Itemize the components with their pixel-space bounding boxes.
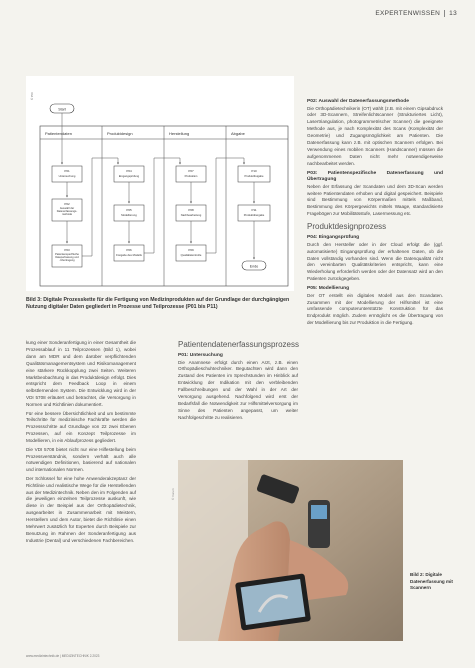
p05-text: Der OT erstellt ein digitales Modell aus den Scandaten. Zusammen mit der Modellierung der Hilfsmittel ist eine umfassende computerunterstützte Konstruktion für das Endprodukt möglich. Zudem ermöglicht es die Übertragung von der Modellierung bis zur Produktion in die Fertigung. [307,292,443,326]
node-p02-id: P02 [64,202,70,206]
node-p11-label: Produktübergabe [243,214,265,217]
node-p03 [52,245,82,267]
left-paragraph: Der Schlüssel für eine hohe Anwenderakzeptanz der Richtlinie und realistische Wege für die Herstellenden aus der Medizintechnik. Neben den im Folgenden auf die jeweiligen einzelnen Teilprozesse auskunft, wie diese in der Beispiel aus der Orthopädietechnik, ausgearbeitet in Zusammenarbeit mit Meistern, Herstellern und dem Autor, bietet die Richtlinie einen Mehrwert zusätzlich für Experten durch Beispiele zur Benutzung im Rahmen der Sonderanfertigung aus Industrie (Dental) und verschiedenen Fachbereichen. [26,475,136,543]
node-p07 [176,166,206,182]
node-p02 [52,199,82,221]
node-p01-id: P01 [64,169,70,173]
node-p03-label: Patientenspezifische Datenerfassung und -Übertragung [55,253,79,262]
subheading-p04: P04: Eingangsprüfung [307,235,360,241]
node-p07-id: P07 [188,169,194,173]
photo-caption: Bild 2: Digitale Datenerfassung mit Scannern [410,572,453,590]
node-p10 [238,166,270,182]
page-footer: www.medizintechnik.de | MEDIZINTECHNIK 2.2023 [26,654,100,658]
node-p06-label: Freigabe des Modells [116,254,142,257]
left-column [26,340,136,546]
node-p02-label: Auswahl der Datenerfassungs-methode [56,207,78,216]
left-paragraph: Für eine bessere Übersichtlichkeit und um bestimmte Teilschritte für medizinische Fachkräfte werden die Prozessschritte auf Grundlage von 22 zwei Ebenen Prozessen, auf ein Konzept Teilprozesse im Modellieren, in ein Ablaufprozess gegliedert. [26,410,136,444]
scanner-photo [178,460,403,641]
node-p10-id: P10 [251,169,257,173]
photo-source: © Vorum [171,488,175,500]
node-p07-label: Produktion [184,175,198,178]
right-column [307,96,443,329]
node-p11 [238,205,270,221]
page-header [375,10,457,17]
node-p10-label: Produktfreigabe [244,175,264,178]
section-heading-patientendaten: Patientendatenerfassungsprozess [178,340,299,349]
subheading-p01: P01: Untersuchung [178,353,223,358]
node-p01 [52,166,82,182]
p01-text: Die Anamnese erfolgt durch einen Arzt, z.B. einen Orthopädieschuhtechniker. Begutachten wird dann den Zustand des Patienten im Sprechstunden im Hinblick auf Entwicklung der Indikation mit den verbleibenden Fallbeschreibungen und der Wahl in der Art der Versorgung ausgehend. Nachfolgend wird erst der Bedarfsfall die Notwendigkeit zur Hilfsmittelversorgung im Sinne des Patienten angepasst, um weiter Nachfolgeschritte zu realisieren. [178,359,298,420]
section-title: EXPERTENWISSEN [375,10,441,18]
p04-text: Durch den Hersteller oder in der Cloud erfolgt die (ggf. automatisierte) Eingangsprüfung der erhaltenen Daten, ob die Daten vollständig vorhanden sind. Wenn die Datenqualität nicht den vereinbarten Qualitätskriterien entspricht, kann eine Wiederholung erforderlich werden oder der Datensatz wird an den Patienten zurückgegeben. [307,241,443,282]
middle-column [178,340,298,423]
node-p09-label: Qualitätskontrolle [180,254,202,257]
node-p08-id: P08 [188,208,194,212]
figure1-caption: Bild 3: Digitale Prozesskette für die Fertigung von Medizinprodukten auf der Grundlage der durchgängigen Nutzung digitaler Daten gegliedert in Prozesse und Teilprozesse (P01 bis P11) [26,297,290,310]
page-number: 13 [449,10,457,18]
node-p04 [114,166,144,182]
scanner-screen [311,505,327,519]
node-p06-id: P06 [126,248,132,252]
section-heading-produktdesign: Produktdesignprozess [307,222,387,232]
p02-text: Die Orthopädietechnikerin (OT) wählt (z.B. mit einem Gipsabdruck oder 3D-Scannern, Streifenlichtscanner (Strukturiertes Licht), Lasertriangulation, photogrammetrischer Scanner) die geeignete Methode aus, je nach Komplexität des Scans (Komplexität der Geometrie) und Zugangsmöglichkeit am Patienten. Die Datenerfassung kann z.B. mit optischen Scannern erfolgen. Bei Verwendung eines mobilen Scanners (Handscanner) müssen die aufgenommenen Daten nicht mehr notwendigerweise nachbearbeitet werden. [307,105,443,166]
subheading-p03: P03: Patientenspezifische Datenerfassung und Übertragung [307,170,443,183]
lane-label-produktdesign: Produktdesign [107,131,133,136]
node-p03-id: P03 [64,248,70,252]
subheading-p05: P05: Modellierung [307,286,350,292]
node-p01-label: Untersuchung [58,175,76,178]
node-p05 [114,205,144,221]
node-p06 [114,245,144,261]
flow-arrow [144,158,180,253]
node-p11-id: P11 [251,208,257,212]
subheading-p02: P02: Auswahl der Datenerfassungsmethode [307,99,410,104]
header-divider [444,10,445,17]
process-figure [26,76,294,291]
node-p09 [176,245,206,261]
lane-label-abgabe: Abgabe [231,131,245,136]
process-diagram [26,76,294,291]
end-label: Ende [249,264,259,269]
lane-label-patientendaten: Patientendaten [45,131,72,136]
node-p09-id: P09 [188,248,194,252]
lane-label-herstellung: Herstellung [169,131,190,136]
scanner-photo-illustration [178,460,403,641]
figure-source: © PIX [30,92,34,100]
node-p08 [176,205,206,221]
left-paragraph: kung einer Sonderanfertigung in einer Gesamtheit die Prozessablauf in 11 Teilprozessen (Bild 1), wobei dann am MDR und dem darüber verpflichtenden Qualitätsmanagementsystem und Risikomanagement eine stärkere Rückkopplung zwei Seiten. Weiteren Marktbeobachtung in das Produktdesign erfolgt. Dies entspricht dem Feedback Loop in einem selbstlernenden System. Die Entwicklung wird in der VDI 5708 erläutert und betrachtet, die Versorgung in Normen und Richtlinien dokumentiert. [26,340,136,408]
node-p05-label: Modellierung [121,214,137,217]
node-p05-id: P05 [126,208,132,212]
node-p08-label: Nachbearbeitung [180,214,202,217]
left-paragraph: Die VDI 5708 bietet nicht nur eine Hilfestellung beim Prozessverständnis, sondern verhält auch alle notwendigen Definitionen, basierend auf nationalen und internationalen Normen. [26,446,136,473]
node-p04-id: P04 [126,169,132,173]
flow-arrow [82,158,118,256]
start-label: Start [58,107,66,112]
p03-text: Neben der Erfassung der Scandaten und dem 3D-Scan werden weitere Patientendaten erhoben und digital gespeichert. Beispiele sind Bestimmung von Körpermaßen mittels Maßband, Bestimmung des Körpergewichts mittels Waage, standardisierte Fragebögen zur Mobilitätsstufe, Lasermessung etc. [307,183,443,217]
node-p04-label: Eingangsprüfung [118,175,140,178]
